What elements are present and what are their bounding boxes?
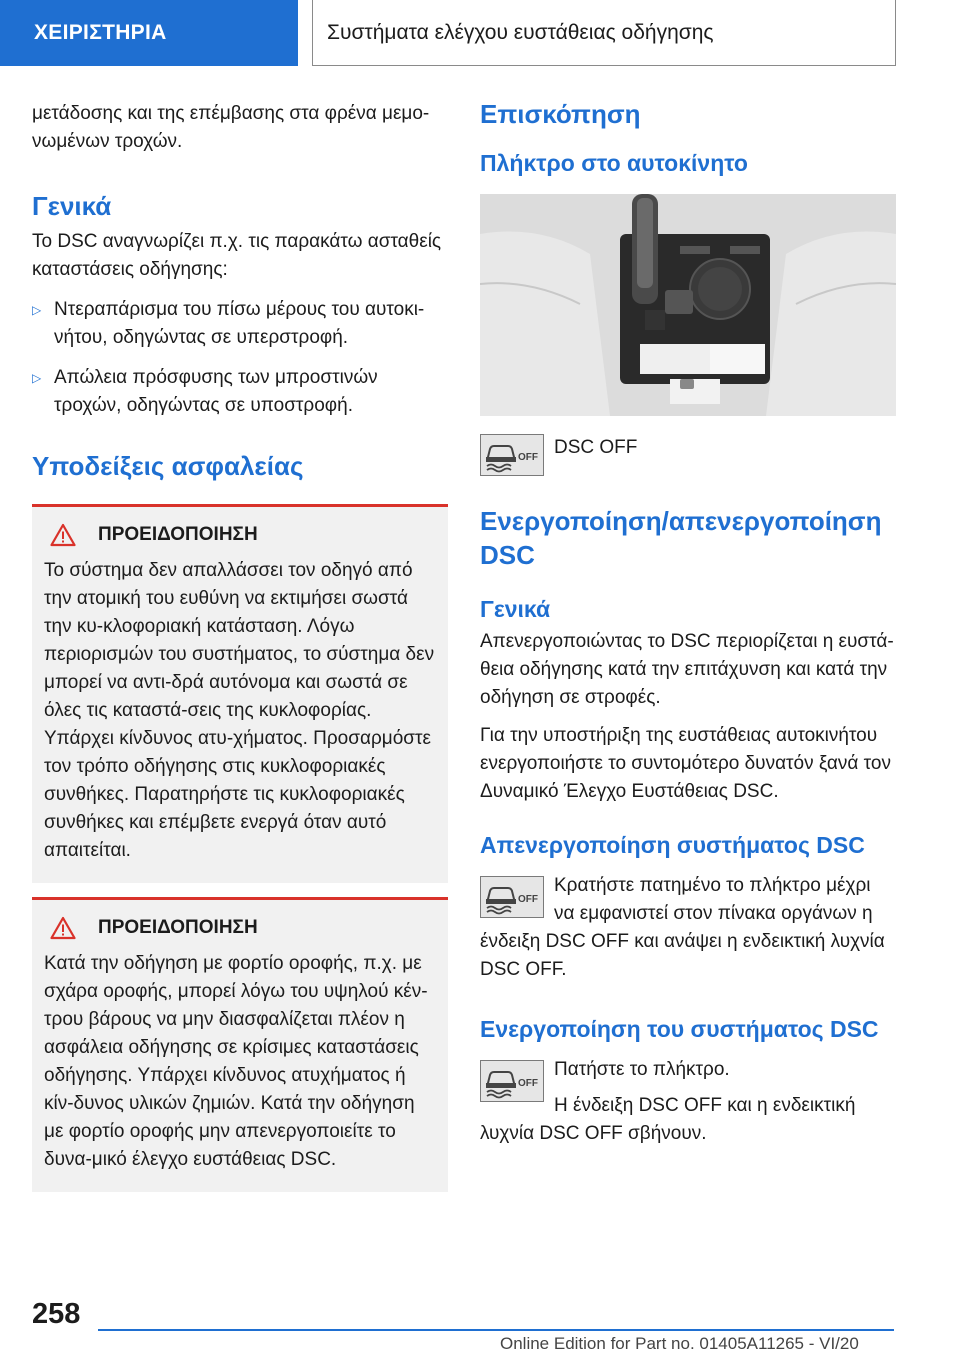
footer-divider [98,1329,894,1331]
activate-text-1: Πατήστε το πλήκτρο. [554,1059,730,1080]
warning-text: Το σύστημα δεν απαλλάσσει τον οδηγό από την ατομική του ευθύνη να εκτιμήσει σωστά την κυ-κλοφοριακή κατάσταση. Λόγω περιορισμών του συστήματος, το σύστημα δεν μπορεί να αντι-δρά αυτόνομα και σωστά σε όλες τις καταστά-σεις της κυκλοφορίας. Υπάρχει κίνδυνος ατυ-χήματος. Προσαρμόστε τον τρόπο οδήγησης στις κυκλοφοριακές συνθήκες. Παρατηρήστε τις κυκλοφοριακές συνθήκες και επέμβετε ενεργά όταν αυτό απαιτείται. [44,560,435,861]
right-column [480,98,896,1148]
bullet-item [32,364,448,420]
console-illustration-icon [480,194,896,416]
header-section: ΧΕΙΡΙΣΤΗΡΙΑ [0,0,298,66]
center-console-photo [480,194,896,416]
edition-text: Online Edition for Part no. 01405A11265 - VI/20 [500,1334,859,1353]
warning-box [32,504,448,883]
dsc-button-row [480,434,896,476]
general-paragraph-2: Για την υποστήριξη της ευστάθειας αυτοκινήτου ενεργοποιήστε το συντομότερο δυνατόν ξανά τον Δυναμικό Έλεγχο Ευστάθειας DSC. [480,725,891,802]
bullet-text: Ντεραπάρισμα του πίσω μέρους του αυτοκι-νήτου, οδηγώντας σε υπερστροφή. [54,299,425,348]
general-heading: Γενικά [32,191,112,221]
intro-text: μετάδοσης και της επέμβασης στα φρένα μεμο-νωμένων τροχών. [32,103,430,152]
dsc-label: DSC OFF [554,437,638,458]
overview-heading: Επισκόπηση [480,99,641,129]
warning-triangle-icon [50,523,76,547]
header-chapter: Συστήματα ελέγχου ευστάθειας οδήγησης [312,0,896,66]
safety-heading: Υποδείξεις ασφαλείας [32,451,304,481]
general-paragraph-1: Απενεργοποιώντας το DSC περιορίζεται η ευστά-θεια οδήγησης κατά την επιτάχυνση και κατά την οδήγηση σε στροφές. [480,631,894,708]
bullet-triangle-icon: ▷ [32,371,42,385]
bullet-text: Απώλεια πρόσφυσης των μπροστινών τροχών, οδηγώντας σε υποστροφή. [54,367,378,416]
activate-heading: Ενεργοποίηση του συστήματος DSC [480,1016,879,1042]
warning-triangle-icon [50,916,76,940]
warning-title: ΠΡΟΕΙΔΟΠΟΙΗΣΗ [98,917,258,938]
activate-block [480,1056,896,1148]
dsc-off-icon [480,876,544,918]
deactivate-heading: Απενεργοποίηση συστήματος DSC [480,832,865,858]
dsc-icon-text: OFF [518,1078,538,1089]
dsc-off-icon [480,1060,544,1102]
left-column [32,100,448,1192]
bullet-triangle-icon: ▷ [32,303,42,317]
general-text: Το DSC αναγνωρίζει π.χ. τις παρακάτω ασταθείς καταστάσεις οδήγησης: [32,231,442,280]
warning-text: Κατά την οδήγηση με φορτίο οροφής, π.χ. με σχάρα οροφής, μπορεί λόγω του υψηλού κέν-τρου βάρους να μην διασφαλίζεται πλέον η ασφάλεια οδήγησης σε κρίσιμες καταστάσεις οδήγησης. Υπάρχει κίνδυνος ατυχήματος ή κίν-δυνος υλικών ζημιών. Κατά την οδήγηση με φορτίο οροφής μην απενεργοποιείτε το δυνα-μικό έλεγχο ευστάθειας DSC. [44,953,428,1170]
button-heading: Πλήκτρο στο αυτοκίνητο [480,150,748,176]
deactivate-text: Κρατήστε πατημένο το πλήκτρο μέχρι να εμφανιστεί στον πίνακα οργάνων η ένδειξη DSC OFF και ανάψει η ενδεικτική λυχνία DSC OFF. [480,875,885,980]
activation-heading: Ενεργοποίηση/απενεργοποίηση DSC [480,506,882,570]
warning-header [44,914,436,942]
dsc-icon-text: OFF [518,894,538,905]
deactivate-block [480,872,896,984]
warning-title: ΠΡΟΕΙΔΟΠΟΙΗΣΗ [98,524,258,545]
right-general-heading: Γενικά [480,596,551,622]
page-number: 258 [32,1298,81,1330]
activate-text-2: Η ένδειξη DSC OFF και η ενδεικτική λυχνία DSC OFF σβήνουν. [480,1095,856,1144]
dsc-off-icon [480,434,544,476]
warning-header [44,521,436,549]
warning-box [32,897,448,1192]
bullet-item [32,296,448,352]
dsc-icon-text: OFF [518,452,538,463]
